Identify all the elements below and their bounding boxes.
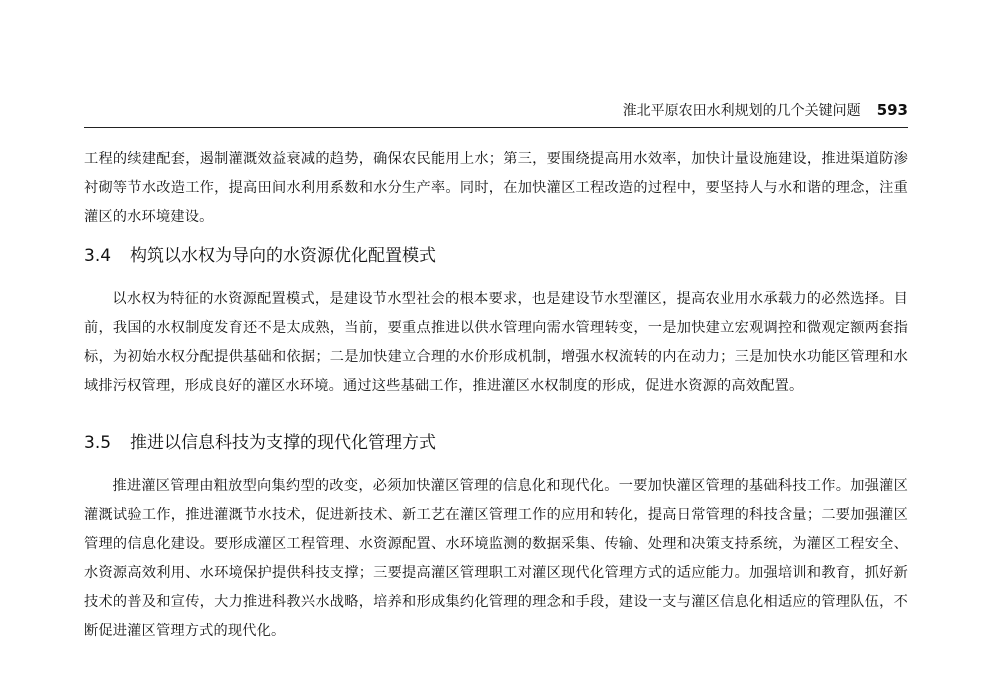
section-number: 3.5 [84,433,112,453]
section-number: 3.4 [84,246,112,266]
section-3-4-paragraph: 以水权为特征的水资源配置模式，是建设节水型社会的根本要求，也是建设节水型灌区，提高农业用水承载力的必然选择。目前，我国的水权制度发育还不是太成熟，当前，要重点推进以供水管理向需水管理转变，一是加快建立宏观调控和微观定额两套指标，为初始水权分配提供基础和依据；二是加快建立合理的水价形成机制，增强水权流转的内在动力；三是加快水功能区管理和水域排污权管理，形成良好的灌区水环境。通过这些基础工作，推进灌区水权制度的形成，促进水资源的高效配置。 [84,291,908,394]
section-title: 构筑以水权为导向的水资源优化配置模式 [130,246,436,266]
section-heading-3-4 [84,241,908,271]
section-3-5-paragraph: 推进灌区管理由粗放型向集约型的改变，必须加快灌区管理的信息化和现代化。一要加快灌区管理的基础科技工作。加强灌区灌溉试验工作，推进灌溉节水技术，促进新技术、新工艺在灌区管理工作的应用和转化，提高日常管理的科技含量；二要加强灌区管理的信息化建设。要形成灌区工程管理、水资源配置、水环境监测的数据采集、传输、处理和决策支持系统，为灌区工程安全、水资源高效利用、水环境保护提供科技支撑；三要提高灌区管理职工对灌区现代化管理方式的适应能力。加强培训和教育，抓好新技术的普及和宣传，大力推进科教兴水战略，培养和形成集约化管理的理念和手段，建设一支与灌区信息化相适应的管理队伍，不断促进灌区管理方式的现代化。 [84,478,908,639]
section-title: 推进以信息科技为支撑的现代化管理方式 [130,433,436,453]
header-rule [84,127,908,128]
section-heading-3-5 [84,428,908,458]
running-title: 淮北平原农田水利规划的几个关键问题 [622,103,861,119]
running-header [84,98,908,122]
continued-paragraph: 工程的续建配套，遏制灌溉效益衰减的趋势，确保农民能用上水；第三，要围绕提高用水效率，加快计量设施建设，推进渠道防渗衬砌等节水改造工作，提高田间水利用系数和水分生产率。同时，在加快灌区工程改造的过程中，要坚持人与水和谐的理念，注重灌区的水环境建设。 [84,151,908,225]
page-number: 593 [876,101,908,119]
